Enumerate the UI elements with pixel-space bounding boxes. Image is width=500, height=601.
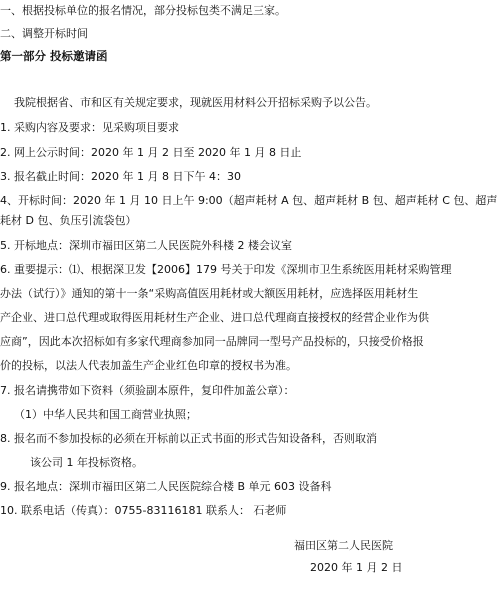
item-4-line-1: 4、开标时间：2020 年 1 月 10 日上午 9:00（超声耗材 A 包、超声耗材 B 包、超声耗材 C 包、超声: [0, 194, 498, 207]
signature-date: 2020 年 1 月 2 日: [310, 561, 403, 574]
item-7: 7. 报名请携带如下资料（须验副本原件，复印件加盖公章）：: [0, 384, 295, 397]
item-6-line-2: 办法（试行）》通知的第十一条“采购高值医用耗材或大额医用耗材，应选择医用耗材生: [0, 287, 419, 300]
item-5: 5. 开标地点：深圳市福田区第二人民医院外科楼 2 楼会议室: [0, 239, 292, 252]
intro-paragraph: 我院根据省、市和区有关规定要求，现就医用材料公开招标采购予以公告。: [14, 96, 377, 109]
item-3: 3. 报名截止时间：2020 年 1 月 8 日下午 4：30: [0, 170, 241, 183]
item-6-line-3: 产企业、进口总代理或取得医用耗材生产企业、进口总代理商直接授权的经营企业作为供: [0, 311, 429, 324]
item-9: 9. 报名地点：深圳市福田区第二人民医院综合楼 B 单元 603 设备科: [0, 480, 332, 493]
item-8-line-1: 8. 报名而不参加投标的必须在开标前以正式书面的形式告知设备科，否则取消: [0, 432, 377, 445]
notice-line-1: 一、根据投标单位的报名情况，部分投标包类不满足三家。: [0, 4, 286, 17]
notice-line-2: 二、调整开标时间: [0, 27, 88, 40]
item-1: 1. 采购内容及要求：见采购项目要求: [0, 121, 179, 134]
item-10: 10. 联系电话（传真）：0755-83116181 联系人： 石老师: [0, 504, 287, 517]
section-title: 第一部分 投标邀请函: [0, 49, 108, 63]
item-4-line-2: 耗材 D 包、负压引流袋包）: [0, 214, 137, 227]
item-7-sub-1: （1）中华人民共和国工商营业执照；: [14, 408, 197, 421]
item-2: 2. 网上公示时间：2020 年 1 月 2 日至 2020 年 1 月 8 日止: [0, 146, 302, 159]
item-6-line-4: 应商”，因此本次招标如有多家代理商参加同一品牌同一型号产品投标的，只接受价格报: [0, 335, 424, 348]
item-6-line-5: 价的投标，以法人代表加盖生产企业红色印章的授权书为准。: [0, 359, 297, 372]
signature-organization: 福田区第二人民医院: [294, 539, 393, 552]
item-6-line-1: 6. 重要提示：⑴、根据深卫发【2006】179 号关于印发《深圳市卫生系统医用耗材采购管理: [0, 263, 452, 276]
item-8-line-2: 该公司 1 年投标资格。: [30, 456, 143, 469]
